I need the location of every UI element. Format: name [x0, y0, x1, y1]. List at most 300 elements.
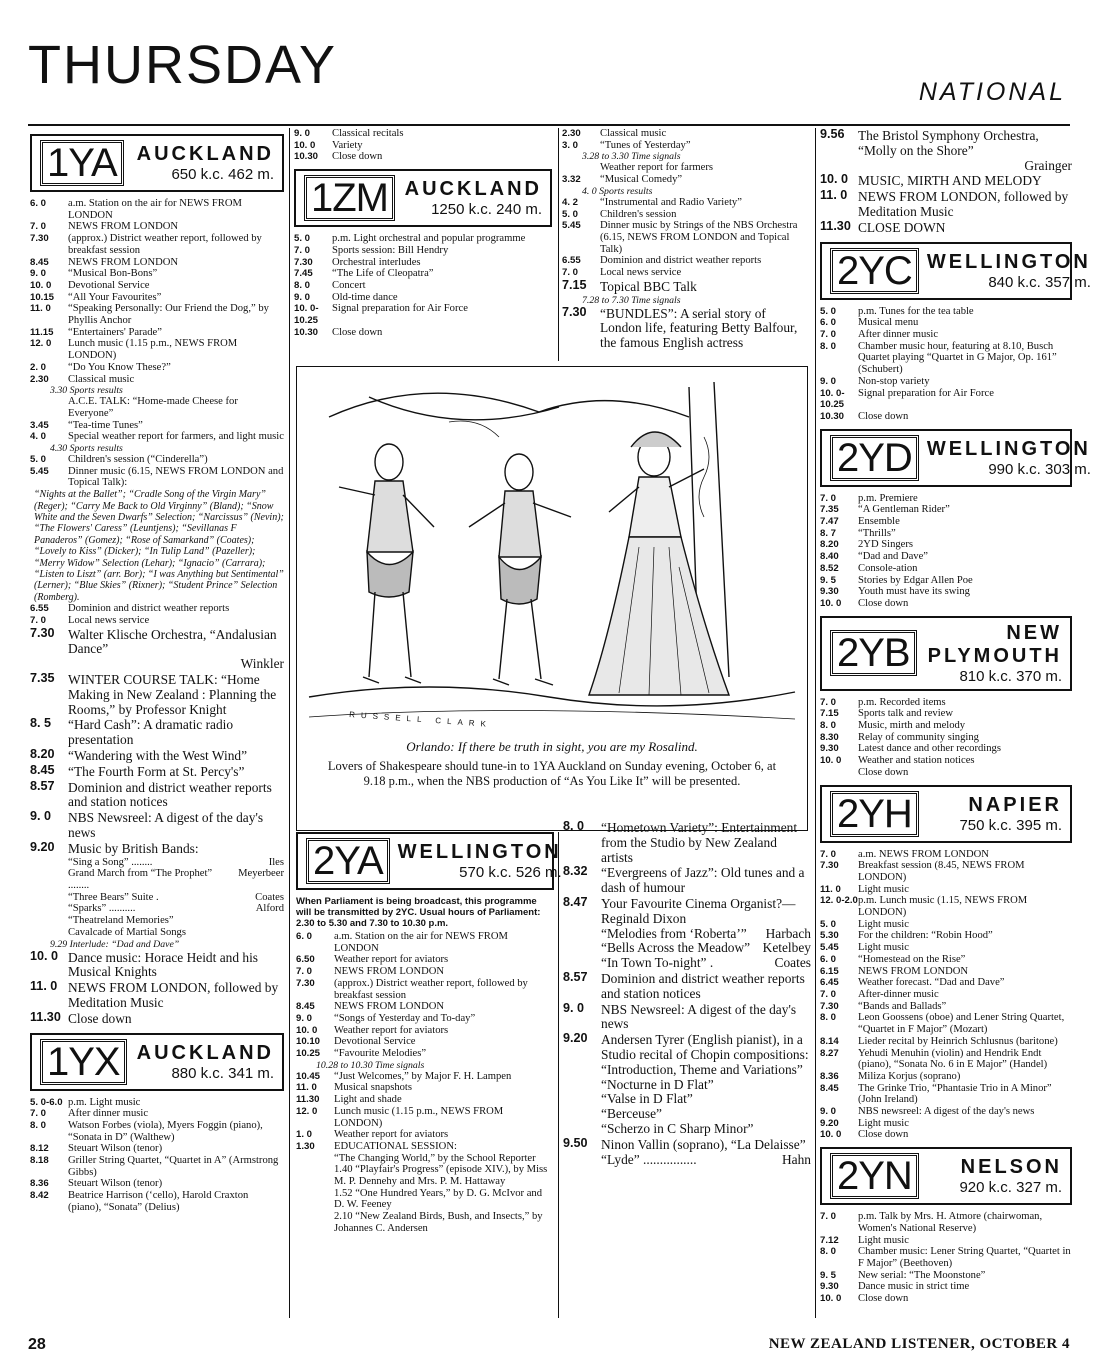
entry-description: “Homestead on the Rise”: [858, 953, 966, 965]
entry-time: 8.45: [820, 1082, 839, 1094]
station-logo: 2YB: [830, 630, 917, 676]
entry-description: Weather report for aviators: [334, 954, 449, 966]
entry-description: MUSIC, MIRTH AND MELODY: [858, 173, 1042, 189]
time-signals: 7.28 to 7.30 Time signals: [582, 294, 681, 306]
entry-description: Local news service: [68, 614, 150, 626]
entry-description: 2YD Singers: [858, 539, 914, 551]
schedule-list: [30, 1097, 284, 1214]
entry-time: 6. 0: [296, 931, 313, 942]
page-number: 28: [28, 1336, 46, 1353]
entry-description: Devotional Service: [334, 1036, 416, 1048]
entry-time: 8.45: [30, 762, 55, 777]
entry-time: 10. 0-10.25: [294, 303, 319, 327]
schedule-list: [30, 198, 284, 489]
entry-time: 1.30: [296, 1140, 315, 1152]
entry-description: Chamber music: Lener String Quartet, “Quartet in F Major” (Beethoven): [858, 1246, 1071, 1269]
schedule-entry: [30, 303, 284, 326]
schedule-entry: [562, 162, 810, 174]
station-name: WELLINGTON: [926, 437, 1091, 460]
music-item: [30, 857, 284, 869]
entry-description: Dominion and district weather reports and station notices: [601, 970, 805, 1001]
station-info: [927, 438, 1091, 478]
schedule-entry: [30, 673, 284, 717]
schedule-entry: [30, 233, 284, 256]
schedule-entry: [30, 603, 284, 615]
schedule-entry: [30, 221, 284, 233]
entry-description: “Evergreens of Jazz”: Old tunes and a dash of humour: [601, 865, 805, 896]
entry-time: 7.15: [820, 708, 839, 720]
entry-time: 10.30: [820, 410, 845, 422]
entry-description: p.m. Light orchestral and popular programme: [332, 233, 526, 245]
schedule-list: [294, 128, 552, 163]
entry-time: 10. 0: [820, 755, 842, 767]
schedule-entry: [820, 860, 1072, 883]
entry-time: 5.45: [30, 465, 49, 477]
station-1ya: [30, 134, 284, 192]
entry-description: Miliza Korjus (soprano): [858, 1070, 961, 1082]
station-2yd: [820, 429, 1091, 610]
schedule-entry: [820, 411, 1072, 423]
entry-description: p.m. Light music: [68, 1096, 141, 1108]
entry-time: 2.30: [562, 128, 581, 139]
schedule-subnote: 3.28 to 3.30 Time signals: [582, 151, 681, 163]
programme-line: 1.52 “One Hundred Years,” by D. G. McIvor and D. W. Feeney: [334, 1187, 543, 1211]
entry-time: 2.30: [30, 373, 49, 385]
entry-time: 3.32: [562, 174, 581, 186]
entry-time: 7. 0: [820, 1211, 837, 1223]
entry-description: Old-time dance: [332, 291, 398, 303]
entry-time: [820, 767, 858, 779]
station-logo: 1YX: [40, 1039, 127, 1085]
entry-description: Walter Klische Orchestra, “Andalusian Dance”: [68, 626, 277, 657]
music-item: [30, 927, 284, 939]
entry-description: Lieder recital by Heinrich Schlusnus (baritone): [858, 1035, 1058, 1047]
entry-description: a.m. Station on the air for NEWS FROM LONDON: [68, 198, 242, 221]
schedule-entry: [296, 1071, 554, 1083]
station-header: [820, 242, 1091, 300]
schedule-subnote: 4.30 Sports results: [50, 443, 123, 455]
entry-description: p.m. Premiere: [858, 492, 918, 504]
station-logo: 2YA: [306, 838, 390, 884]
entry-description: Relay of community singing: [858, 731, 979, 743]
entry-description: After dinner music: [68, 1108, 149, 1120]
entry-time: 10.25: [296, 1048, 321, 1060]
entry-description: NEWS FROM LONDON: [68, 221, 179, 233]
station-frequency: 880 k.c. 341 m.: [171, 1064, 274, 1082]
entry-description: Dance music in strict time: [858, 1281, 970, 1293]
entry-time: 5.45: [562, 220, 581, 232]
entry-time: 10. 0: [294, 139, 316, 151]
entry-time: 8.52: [820, 562, 839, 574]
station-name: AUCKLAND: [136, 143, 274, 165]
music-item: [30, 903, 284, 915]
entry-time: 8.20: [30, 747, 55, 762]
entry-description: (approx.) District weather report, followed by breakfast session: [334, 977, 528, 1001]
entry-description: Lunch music (1.15 p.m., NEWS FROM LONDON): [334, 1105, 504, 1129]
schedule-entry: [820, 849, 1072, 861]
schedule-entry: [820, 376, 1072, 388]
schedule-entry: [30, 981, 284, 1011]
station-logo: 1ZM: [304, 175, 395, 221]
schedule-entry: [820, 1211, 1072, 1234]
entry-description: “Thrills”: [858, 527, 896, 539]
schedule-entry: [820, 1012, 1072, 1035]
entry-description: Classical music: [600, 128, 667, 139]
entry-description: “The Life of Cleopatra”: [332, 268, 434, 280]
figure-rosalind: [589, 432, 729, 695]
entry-description: a.m. Station on the air for NEWS FROM LONDON: [334, 931, 508, 954]
schedule-entry: [820, 575, 1072, 587]
schedule-entry: [820, 1270, 1072, 1282]
music-item: [30, 915, 284, 927]
schedule-entry: [294, 245, 552, 257]
schedule-entry: [296, 1025, 554, 1037]
music-title: “Melodies from ‘Roberta’”: [601, 925, 747, 941]
schedule-entry: [296, 1048, 554, 1060]
entry-description: p.m. Recorded items: [858, 696, 946, 708]
station-frequency: 840 k.c. 357 m.: [988, 273, 1091, 291]
schedule-entry: [294, 128, 552, 140]
entry-time: 9. 0: [30, 809, 52, 824]
schedule-entry: [30, 839, 284, 857]
entry-time: 7.30: [296, 977, 315, 989]
schedule-entry: [563, 1135, 811, 1153]
entry-description: “Favourite Melodies”: [334, 1048, 427, 1060]
entry-description: Ensemble: [858, 516, 900, 528]
schedule-entry: [563, 1033, 811, 1063]
entry-description: NEWS FROM LONDON: [334, 1001, 445, 1013]
evening-list: [30, 625, 284, 857]
entry-description: Close down: [858, 597, 909, 609]
molly-line: [820, 144, 1072, 174]
entry-description: “Tunes of Yesterday”: [600, 139, 691, 151]
entry-description: After-dinner music: [858, 989, 939, 1000]
lyde-composer: Hahn: [781, 1151, 811, 1167]
schedule-entry: [820, 732, 1072, 744]
entry-description: Non-stop variety: [858, 375, 930, 387]
station-header: [820, 785, 1072, 843]
schedule-entry: [820, 218, 1072, 236]
entry-description: Close down: [332, 326, 383, 338]
schedule-entry: [563, 969, 811, 1002]
entry-time: 8.12: [30, 1143, 49, 1155]
entry-time: 9. 0: [294, 128, 311, 139]
entry-time: 5. 0-6.0: [30, 1096, 63, 1108]
entry-time: 5. 0: [820, 305, 837, 317]
station-logo: 2YD: [830, 435, 919, 481]
schedule-entry: [562, 220, 810, 255]
music-title: “Theatreland Memories”: [68, 915, 174, 927]
entry-time: 5.45: [820, 942, 839, 954]
schedule-entry: [563, 1000, 811, 1033]
entry-description: NEWS FROM LONDON: [68, 256, 179, 268]
schedule-entry: [563, 894, 811, 927]
entry-time: 7. 0: [30, 614, 47, 626]
schedule-entry: [30, 811, 284, 841]
entry-description: (approx.) District weather report, followed by breakfast session: [68, 233, 262, 256]
schedule-entry: [296, 1082, 554, 1094]
entry-time: 8.18: [30, 1155, 49, 1167]
entry-time: 6. 0: [820, 317, 837, 329]
entry-description: Dinner music (6.15, NEWS FROM LONDON and Topical Talk):: [68, 465, 284, 489]
entry-time: 7.30: [820, 860, 839, 872]
schedule-entry: [30, 625, 284, 658]
entry-description: Concert: [332, 279, 366, 291]
entry-time: 8. 5: [30, 716, 52, 731]
schedule-entry: [562, 267, 810, 279]
entry-time: 12. 0-2.0: [820, 895, 858, 907]
entry-time: 8.27: [820, 1047, 839, 1059]
entry-time: 9. 0: [296, 1012, 313, 1024]
network-label: NATIONAL: [918, 78, 1066, 106]
entry-description: Light music: [858, 883, 909, 895]
schedule-entry: [30, 338, 284, 361]
entry-description: Steuart Wilson (tenor): [68, 1143, 163, 1155]
schedule-entry: [820, 767, 1072, 779]
entry-time: 8.57: [563, 969, 588, 984]
schedule-entry: [820, 317, 1072, 329]
schedule-entry: [820, 528, 1072, 540]
entry-description: NEWS FROM LONDON, followed by Meditation Music: [858, 189, 1069, 219]
entry-description: Sports session: Bill Hendry: [332, 244, 449, 256]
schedule-entry: [820, 989, 1072, 1001]
music-title: Cavalcade of Martial Songs: [68, 926, 186, 938]
entry-time: 12. 0: [296, 1105, 318, 1117]
lyde-title: “Lyde” ................: [601, 1151, 697, 1167]
entry-time: 11. 0: [820, 188, 848, 203]
schedule-entry: [562, 277, 810, 295]
entry-description: WINTER COURSE TALK: “Home Making in New Zealand : Planning the Rooms,” by Professor Knight: [68, 672, 277, 717]
station-info: [927, 1156, 1062, 1196]
schedule-entry: [294, 292, 552, 304]
station-info: [927, 251, 1091, 291]
entry-description: Leon Goossens (oboe) and Lener String Quartet, “Quartet in F Major” (Mozart): [858, 1012, 1065, 1036]
entry-description: NBS Newsreel: A digest of the day's news: [68, 810, 264, 840]
programme-line: “Berceuse”: [601, 1106, 662, 1122]
music-title: “Sing a Song” ........: [68, 856, 153, 868]
artist-signature: RUSSELL CLARK: [348, 710, 493, 729]
music-composer: Coates: [255, 891, 284, 903]
entry-description: Your Favourite Cinema Organist?—Reginald Dixon: [601, 895, 796, 926]
entry-description: Dominion and district weather reports: [600, 255, 762, 267]
schedule-subnote: 3.30 Sports results: [50, 385, 123, 397]
music-item: [30, 892, 284, 904]
entry-time: 4. 0: [30, 431, 47, 443]
entry-time: 7. 0: [820, 492, 837, 504]
schedule-entry: [820, 884, 1072, 896]
entry-time: 7. 0: [820, 989, 837, 1000]
schedule-entry: [820, 919, 1072, 931]
schedule-entry: [294, 280, 552, 292]
entry-time: 8.57: [30, 778, 55, 793]
entry-description: Weather forecast. “Dad and Dave”: [858, 977, 1005, 989]
schedule-entry: [296, 1129, 554, 1141]
station-frequency: 990 k.c. 303 m.: [988, 460, 1091, 478]
entry-description: Yehudi Menuhin (violin) and Hendrik Endt (piano), “Sonata No. 6 in E Major” (Handel): [858, 1047, 1048, 1071]
entry-time: 10. 0: [820, 1293, 842, 1305]
entry-description: “Dad and Dave”: [858, 551, 928, 563]
schedule-entry: [30, 257, 284, 269]
entry-description: New serial: “The Moonstone”: [858, 1269, 986, 1281]
schedule-entry: [296, 954, 554, 966]
entry-time: 7.30: [30, 233, 49, 245]
entry-description: Breakfast session (8.45, NEWS FROM LONDON): [858, 860, 1025, 883]
column-divider: [289, 128, 290, 1318]
station-logo: 2YH: [830, 791, 919, 837]
schedule-entry: [820, 1281, 1072, 1293]
entry-description: Classical music: [68, 373, 135, 385]
station-logo: 1YA: [40, 140, 124, 186]
entry-time: 2. 0: [30, 361, 47, 373]
music-item: [563, 941, 811, 956]
schedule-entry: [30, 778, 284, 811]
schedule-entry: [820, 1001, 1072, 1013]
entry-description: Close down: [858, 410, 909, 422]
entry-description: “A Gentleman Rider”: [858, 504, 950, 516]
music-title: “Three Bears” Suite .: [68, 891, 159, 903]
parliament-note: When Parliament is being broadcast, this programme will be transmitted by 2YC. Usual hours of Parliament: 2.30 to 5.30 and 7.30 to 10.30 p.m.: [296, 896, 541, 929]
entry-time: 9.50: [563, 1135, 588, 1150]
entry-time: 6. 0: [30, 198, 47, 209]
schedule-entry: [30, 420, 284, 432]
entry-description: Youth must have its swing: [858, 586, 970, 598]
station-2yn: [820, 1147, 1072, 1305]
entry-description: The Bristol Symphony Orchestra,: [858, 128, 1039, 143]
interlude: 9.29 Interlude: “Dad and Dave”: [50, 938, 180, 950]
entry-time: 6.55: [562, 255, 581, 267]
schedule-entry: [30, 374, 284, 386]
entry-description: Topical BBC Talk: [600, 278, 697, 294]
entry-description: Griller String Quartet, “Quartet in A” (Armstrong Gibbs): [68, 1155, 279, 1178]
entry-description: For the children: “Robin Hood”: [858, 930, 993, 942]
entry-time: [562, 162, 600, 174]
entry-description: “Musical Comedy”: [600, 174, 683, 186]
schedule-entry: [294, 303, 552, 326]
schedule-entry: [30, 362, 284, 374]
entry-description: Dinner music by Strings of the NBS Orchestra (6.15, NEWS FROM LONDON and Topical Talk): [600, 220, 798, 255]
schedule-list: [30, 603, 284, 626]
schedule-entry: [820, 516, 1072, 528]
entry-description: p.m. Lunch music (1.15, NEWS FROM LONDON): [858, 895, 1028, 919]
entry-description: NEWS FROM LONDON: [334, 966, 445, 978]
schedule-entry: [820, 306, 1072, 318]
entry-description: NEWS FROM LONDON: [858, 965, 969, 977]
schedule-entry: [820, 743, 1072, 755]
schedule-entry: [296, 1001, 554, 1013]
entry-time: 8. 7: [820, 527, 837, 539]
station-header: [820, 429, 1091, 487]
entry-description: Local news service: [600, 267, 682, 279]
programme-line: “Scherzo in C Sharp Minor”: [601, 1120, 754, 1136]
entry-time: 6. 0: [820, 953, 837, 965]
schedule-list: [562, 128, 810, 279]
lyde-line: [563, 1153, 811, 1168]
entry-time: 7.30: [562, 304, 587, 319]
music-composer: Alford: [255, 903, 284, 915]
schedule-entry: [30, 292, 284, 304]
entry-time: 10.10: [296, 1036, 321, 1048]
entry-time: 5. 0: [294, 233, 311, 245]
station-frequency: 810 k.c. 370 m.: [959, 667, 1062, 685]
schedule-entry: [820, 954, 1072, 966]
header-rule: [28, 124, 1070, 126]
schedule-entry: [30, 948, 284, 981]
music-title: “Bells Across the Meadow”: [601, 940, 751, 956]
entry-time: 8. 0: [563, 819, 585, 833]
column-2-top: [294, 128, 552, 360]
schedule-entry: [294, 268, 552, 280]
schedule-entry: [30, 396, 284, 419]
schedule-entry: [30, 1009, 284, 1027]
schedule-entry: [296, 1141, 554, 1153]
entry-time: 8. 0: [30, 1119, 47, 1131]
entry-time: 7. 0: [30, 1108, 47, 1120]
entry-time: 9. 0: [294, 291, 311, 303]
entry-time: 10. 0: [820, 597, 842, 609]
schedule-entry: [820, 598, 1072, 610]
schedule-entry: [563, 866, 811, 896]
station-frequency: 650 k.c. 462 m.: [171, 166, 274, 183]
schedule-list: [820, 306, 1072, 423]
column-4: [563, 820, 811, 1316]
entry-time: 5. 0: [562, 208, 579, 220]
entry-time: 6.50: [296, 954, 315, 966]
music-title: “In Town To-night” .: [601, 955, 714, 971]
schedule-entry: [294, 151, 552, 163]
schedule-entry: [820, 1118, 1072, 1130]
entry-time: 8.42: [30, 1190, 49, 1202]
entry-description: Dance music: Horace Heidt and his Musical Knights: [68, 949, 259, 980]
station-1zm: [294, 169, 552, 227]
station-info: [925, 622, 1062, 685]
music-composer: Ketelbey: [762, 940, 811, 956]
schedule-entry: [820, 329, 1072, 341]
station-2yc: [820, 242, 1091, 423]
music-title: “Sparks” ..........: [68, 903, 136, 915]
entry-description: Light and shade: [334, 1094, 402, 1106]
entry-description: Special weather report for farmers, and light music: [68, 431, 284, 443]
entry-description: Lunch music (1.15 p.m., NEWS FROM LONDON): [68, 338, 238, 362]
entry-description: Dominion and district weather reports: [68, 603, 230, 615]
schedule-entry: [30, 280, 284, 292]
entry-description: “Songs of Yesterday and To-day”: [334, 1012, 476, 1024]
schedule-entry: [294, 257, 552, 269]
schedule-entry: [820, 190, 1072, 220]
schedule-entry: [30, 454, 284, 466]
schedule-entry: [294, 140, 552, 152]
schedule-entry: [820, 341, 1072, 376]
schedule-entry: [820, 539, 1072, 551]
entry-description: Close down: [858, 766, 909, 778]
schedule-list: [820, 493, 1072, 610]
entry-time: 10.30: [294, 151, 319, 163]
entry-description: Ninon Vallin (soprano), “La Delaisse”: [601, 1136, 806, 1152]
column-1: [30, 128, 284, 1323]
schedule-entry: [820, 129, 1072, 144]
music-title: Grand March from “The Prophet” ........: [68, 868, 213, 891]
entry-description: “Bands and Ballads”: [858, 1000, 947, 1012]
music-composer: Grainger: [1024, 157, 1072, 173]
entry-time: 10. 0: [820, 172, 849, 187]
station-1yx: [30, 1033, 284, 1091]
music-composer: Meyerbeer: [238, 868, 284, 880]
entry-description: The Grinke Trio, “Phantasie Trio in A Minor” (John Ireland): [858, 1082, 1052, 1106]
schedule-entry: [296, 966, 554, 978]
entry-description: “Hometown Variety”: Entertainment from the Studio by New Zealand artists: [601, 820, 798, 865]
station-name: AUCKLAND: [404, 178, 542, 201]
entry-description: Light music: [858, 1117, 909, 1129]
entry-time: 9. 0: [820, 1106, 837, 1118]
